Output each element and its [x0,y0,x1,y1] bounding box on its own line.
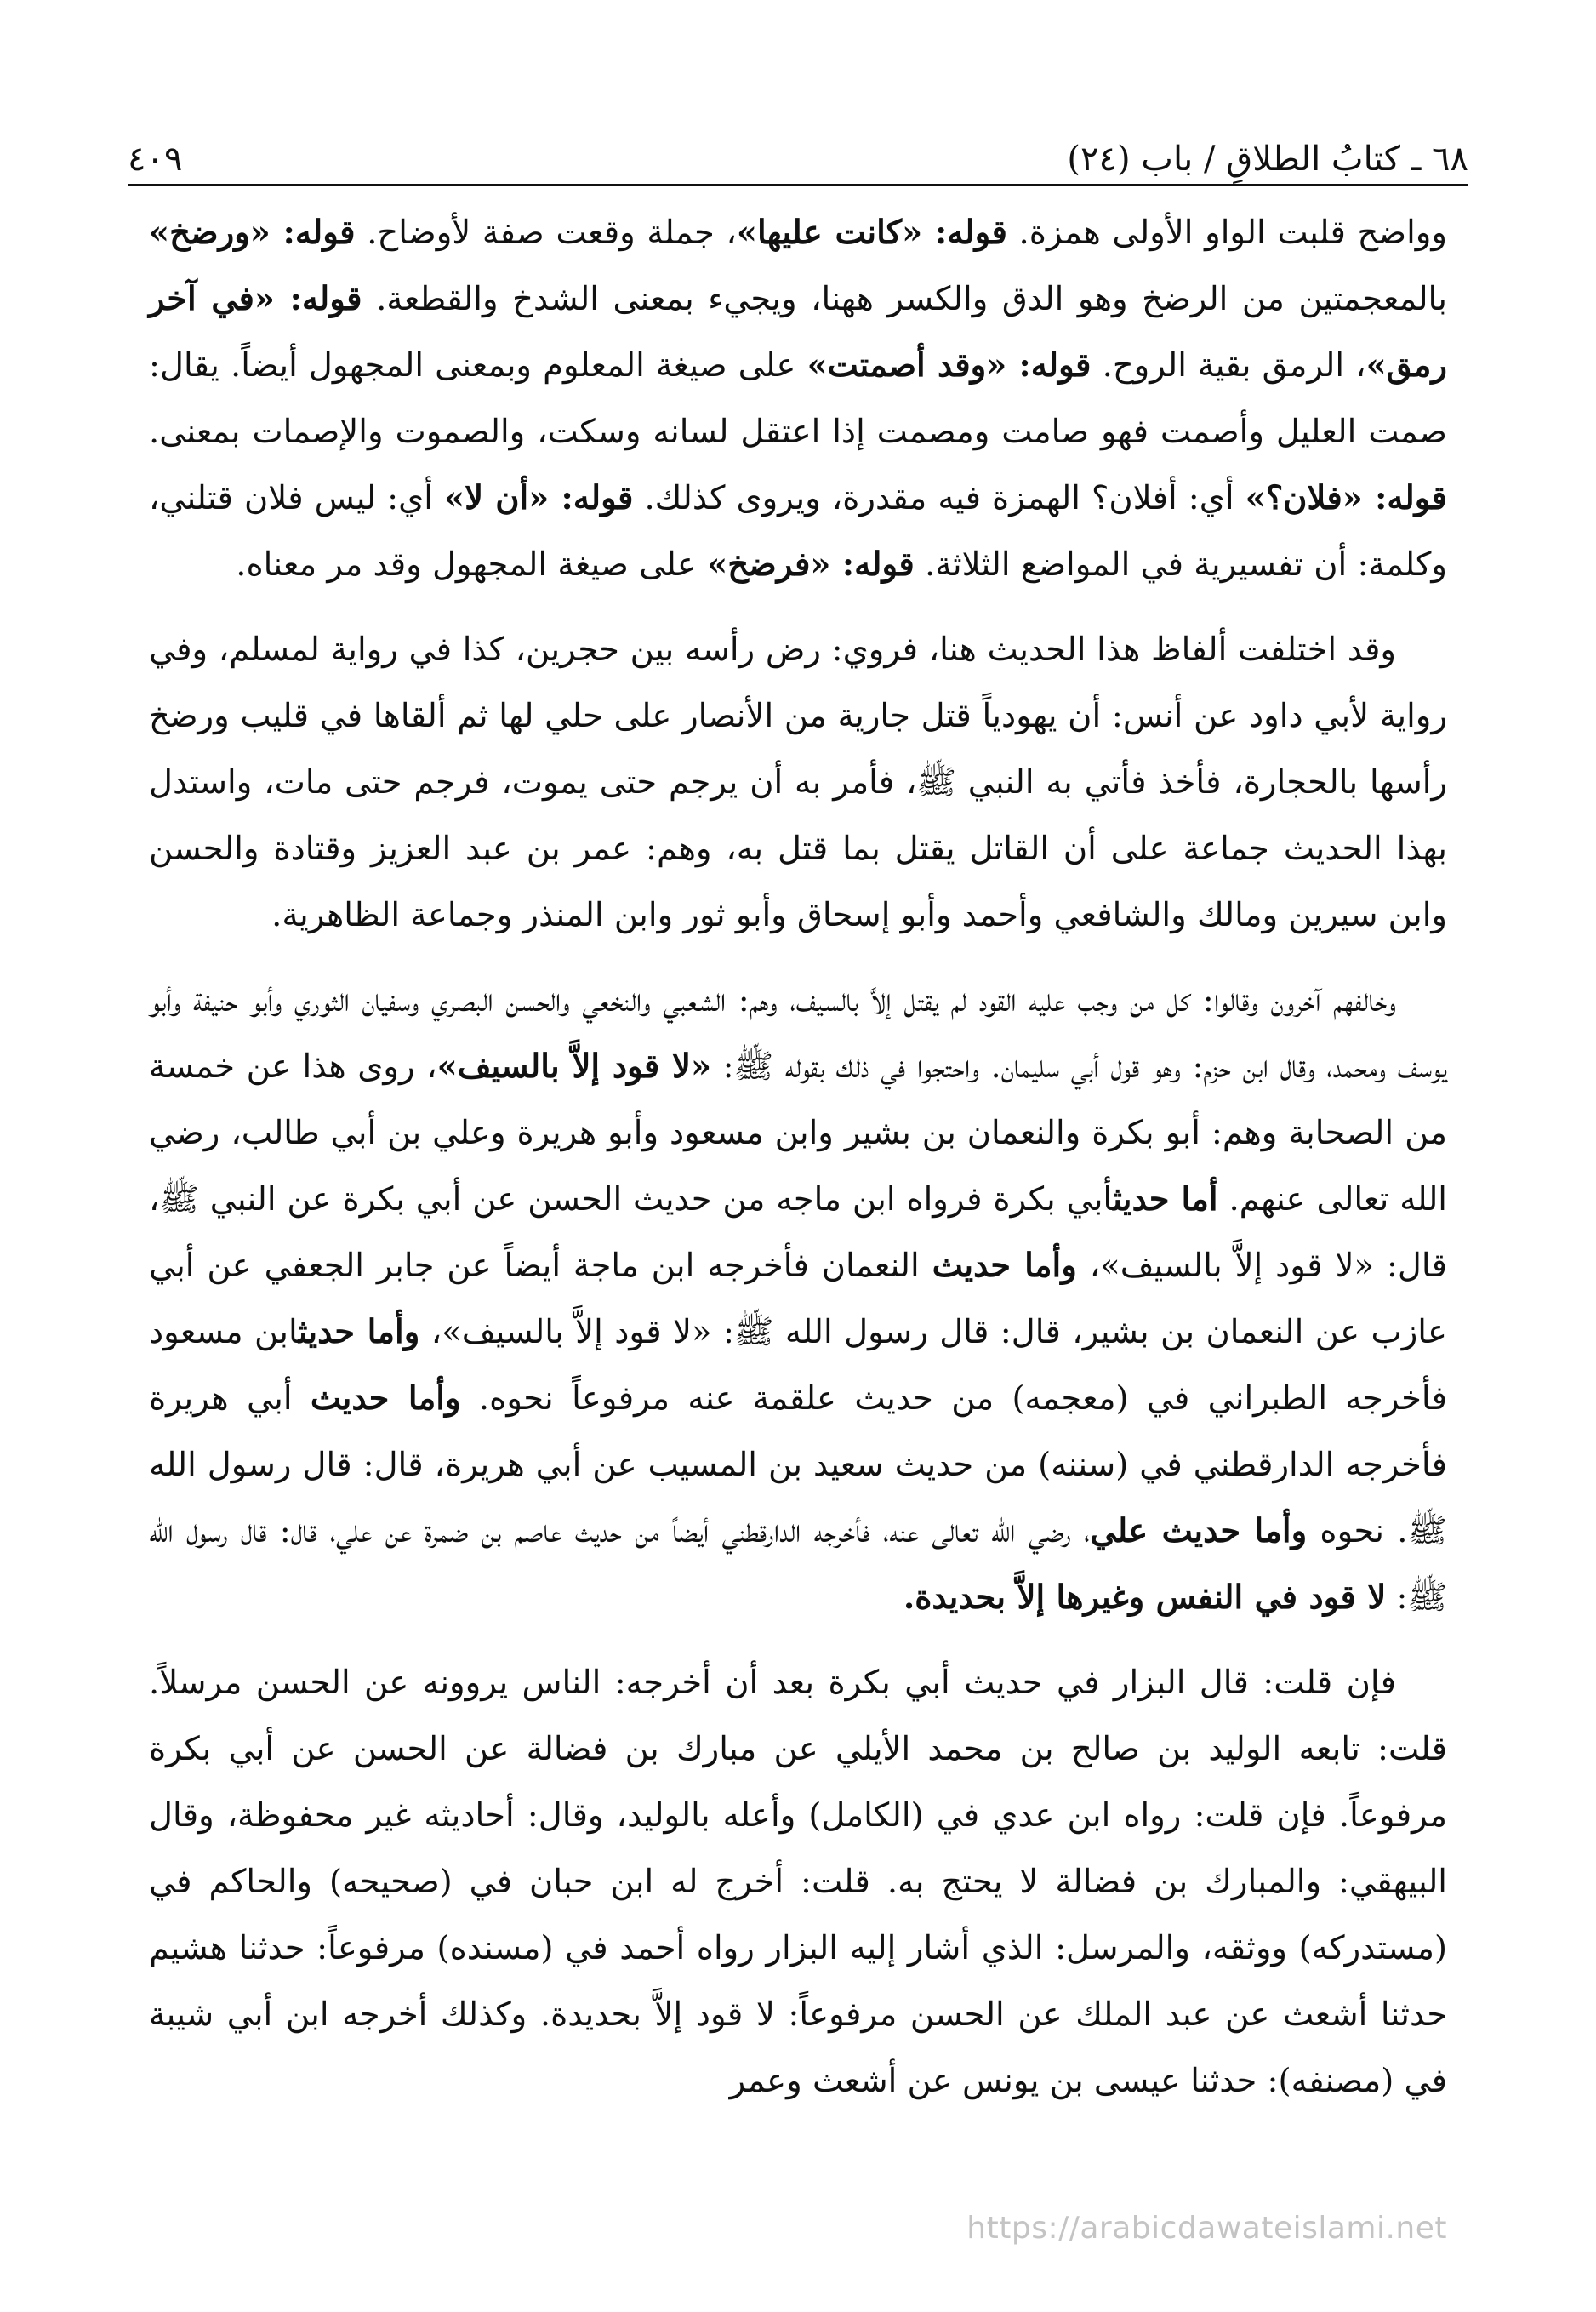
bold-text-segment: قوله: «وقد أصمتت» [807,346,1092,385]
text-segment: وواضح قلبت الواو الأولى همزة. [1006,214,1447,252]
chapter-title: ٦٨ ـ كتابُ الطلاقِ / باب (٢٤) [1067,140,1468,179]
watermark-url: https://arabicdawateislami.net [966,2211,1447,2246]
text-segment: وخالفهم آخرون وقالوا: كل من وجب عليه القود لم يقتل إلاَّ بالسيف، وهم: الشعبي والنخعي والحسن البصري وسفيان الثوري وأبو حنيفة وأبو يوسف ومحمد، وقال ابن حزم: وهو قول أبي سليمان. واحتجوا في ذلك بقوله ﷺ: [149,981,1447,1086]
bold-text-segment: وأما حديث علي [1090,1512,1308,1550]
text-segment: ، روى هذا عن خمسة من الصحابة وهم: أبو بكرة والنعمان بن بشير وابن مسعود وأبو هريرة وعلي بن أبي طالب، رضي الله تعالى عنهم. [149,1048,1448,1219]
bold-text-segment: قوله: «كانت عليها» [736,214,1007,252]
text-segment: أبي بكرة فرواه ابن ماجه من حديث الحسن عن أبي بكرة عن النبي ﷺ، قال: «لا قود إلاَّ بالسيف»، [149,1180,1447,1285]
paragraph [149,1650,1447,2115]
text-segment: ، رضي الله تعالى عنه، فأخرجه الدارقطني أيضاً من حديث عاصم بن ضمرة عن علي، قال: قال رسول الله ﷺ: [149,1512,1447,1617]
bold-text-segment: قوله: «في آخر رمق» [149,280,1447,385]
text-segment: ابن مسعود فأخرجه الطبراني في (معجمه) من حديث علقمة عنه مرفوعاً نحوه. [149,1313,1448,1418]
text-segment: أي: ليس فلان قتلني، وكلمة: أن تفسيرية في المواضع الثلاثة. [149,479,1447,584]
bold-text-segment: قوله: «ورضخ» [149,214,356,252]
bold-text-segment: وأما حديث [310,1379,461,1418]
paragraph [149,200,1447,598]
text-segment: فإن قلت: قال البزار في حديث أبي بكرة بعد أن أخرجه: الناس يروونه عن الحسن مرسلاً. قلت: تابعه الوليد بن صالح بن محمد الأيلي عن مبارك بن فضالة عن الحسن عن أبي بكرة مرفوعاً. فإن قلت: رواه ابن عدي في (الكامل) وأعله بالوليد، وقال: أحاديثه غير محفوظة، وقال البيهقي: والمبارك بن فضالة لا يحتج به. قلت: أخرج له ابن حبان في (صحيحه) والحاكم في (مستدركه) ووثقه، والمرسل: الذي أشار إليه البزار رواه أحمد في (مسنده) مرفوعاً: حدثنا هشيم حدثنا أشعث عن عبد الملك عن الحسن مرفوعاً: لا قود إلاَّ بحديدة. وكذلك أخرجه ابن أبي شيبة في (مصنفه): حدثنا عيسى بن يونس عن أشعث وعمر [149,1664,1447,2100]
text-segment: أبي هريرة فأخرجه الدارقطني في (سننه) من حديث سعيد بن المسيب عن أبي هريرة، قال: قال رسول الله ﷺ. نحوه [149,1379,1447,1550]
header-divider [128,184,1468,186]
body-text [149,200,1447,2133]
text-segment: النعمان فأخرجه ابن ماجة أيضاً عن جابر الجعفي عن أبي عازب عن النعمان بن بشير، قال: قال رسول الله ﷺ: «لا قود إلاَّ بالسيف»، [149,1247,1447,1351]
text-segment: ، جملة وقعت صفة لأوضاح. [355,214,737,252]
text-segment: وقد اختلفت ألفاظ هذا الحديث هنا، فروي: رض رأسه بين حجرين، كذا في رواية لمسلم، وفي رواية لأبي داود عن أنس: أن يهودياً قتل جارية من الأنصار على حلي لها ثم ألقاها في قليب ورضخ رأسها بالحجارة، فأخذ فأتي به النبي ﷺ، فأمر به أن يرجم حتى يموت، فرجم حتى مات، واستدل بهذا الحديث جماعة على أن القاتل يقتل بما قتل به، وهم: عمر بن عبد العزيز وقتادة والحسن وابن سيرين ومالك والشافعي وأحمد وأبو إسحاق وأبو ثور وابن المنذر وجماعة الظاهرية. [149,631,1447,934]
text-segment: أي: أفلان؟ الهمزة فيه مقدرة، ويروى كذلك. [633,479,1245,517]
bold-text-segment: قوله: «أن لا» [444,479,634,517]
bold-text-segment: «لا قود إلاَّ بالسيف» [436,1048,712,1086]
paragraph [149,617,1447,949]
bold-text-segment: أما حديث [1113,1180,1218,1219]
text-segment: على صيغة المجهول وقد مر معناه. [236,545,708,584]
text-segment: بالمعجمتين من الرضخ وهو الدق والكسر ههنا، ويجيء بمعنى الشدخ والقطعة. [362,280,1447,318]
bold-text-segment: وأما حديث [298,1313,420,1351]
bold-text-segment: قوله: «فلان؟» [1245,479,1447,517]
paragraph [149,968,1447,1631]
running-header [128,102,1468,179]
text-segment: ، الرمق بقية الروح. [1091,346,1366,385]
bold-text-segment: لا قود في النفس وغيرها إلاَّ بحديدة. [903,1578,1387,1617]
bold-text-segment: قوله: «فرضخ» [707,545,915,584]
text-segment: على صيغة المعلوم وبمعنى المجهول أيضاً. يقال: صمت العليل وأصمت فهو صامت ومصمت إذا اعتقل لسانه وسكت، والصموت والإصمات بمعنى. [149,346,1447,451]
page-number: ٤٠٩ [128,140,183,179]
bold-text-segment: وأما حديث [932,1247,1077,1285]
